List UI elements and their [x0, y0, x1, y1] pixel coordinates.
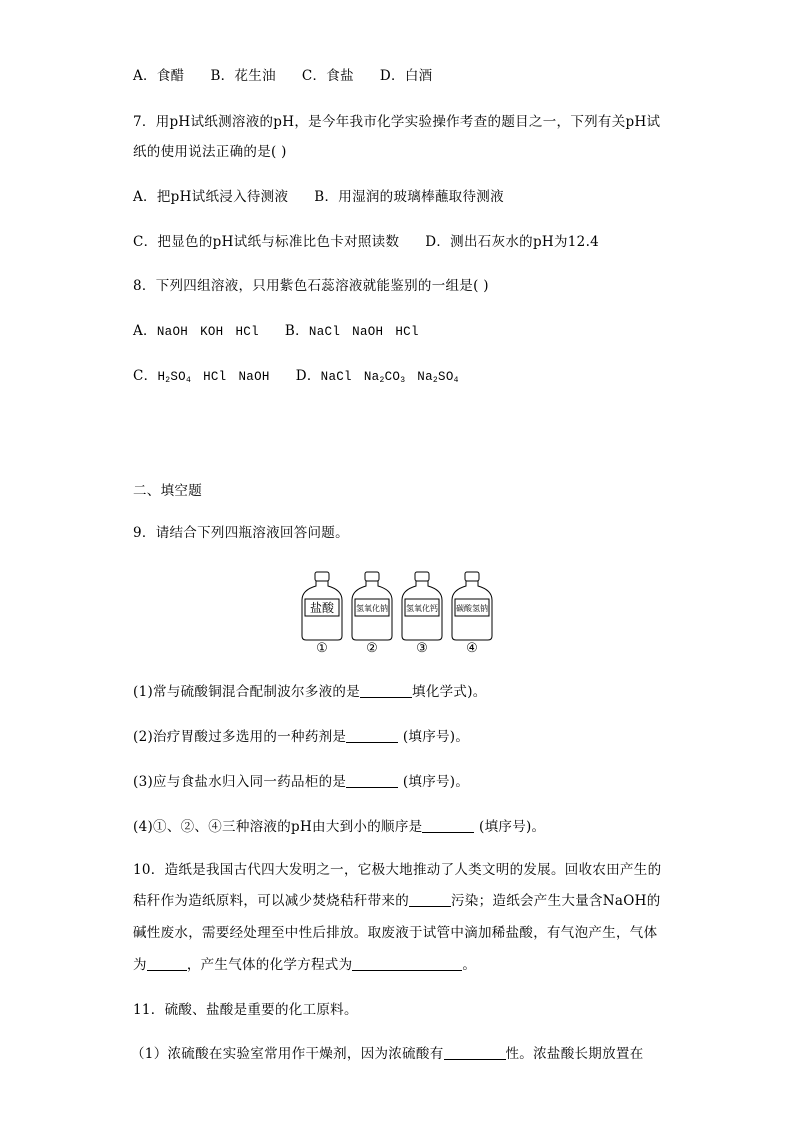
bottle-1-label: 盐酸 [309, 601, 335, 615]
answer-blank[interactable] [147, 957, 187, 971]
q7-option-a: A．把pH试纸浸入待测液 [133, 189, 289, 205]
q8-option-b-label: B． [284, 323, 309, 339]
q8-d-na2so4: $Na_2SO_4$ [417, 370, 459, 385]
q11-sub1-suffix: 性。浓盐酸长期放置在 [505, 1046, 644, 1062]
bottle-4 [452, 572, 492, 656]
q7-options-cd [133, 233, 599, 251]
q8-a-formula-1: NaOH [156, 325, 189, 339]
q10-line4-suffix: 。 [462, 957, 477, 973]
q8-b-formula-1: NaCl [308, 325, 341, 339]
bottle-4-number: ④ [466, 641, 478, 656]
bottle-2 [352, 572, 392, 656]
q11-sub1-text: （1）浓硫酸在实验室常用作干燥剂，因为浓硫酸有 [131, 1046, 444, 1062]
q8-c-formula-hcl: HCl [203, 370, 227, 384]
q11-stem: 11．硫酸、盐酸是重要的化工原料。 [133, 1002, 358, 1018]
section-title: 二、填空题 [133, 483, 202, 499]
q8-b-formula-2: NaOH [352, 325, 384, 339]
q9-sub2 [133, 728, 469, 746]
q8-c-h2so4: $H_2SO_4$ [157, 370, 192, 385]
q6-options [133, 67, 432, 85]
q9-sub2-text: (2)治疗胃酸过多选用的一种药剂是 [133, 729, 347, 745]
q9-sub4-text: (4)①、②、④三种溶液的pH由大到小的顺序是 [133, 819, 423, 835]
bottle-4-label: 碳酸氢钠 [456, 604, 488, 613]
q8-d-na2co3: $Na_2CO_3$ [363, 370, 406, 385]
answer-blank[interactable] [346, 774, 398, 788]
q9-sub3 [133, 773, 469, 791]
answer-blank[interactable] [346, 729, 398, 743]
answer-blank[interactable] [409, 893, 451, 907]
q10-line3: 碱性废水，需要经处理至中性后排放。取废液于试管中滴加稀盐酸，有气泡产生，气体 [133, 925, 658, 941]
bottles-figure [296, 566, 496, 656]
answer-blank[interactable] [352, 957, 462, 971]
q10-line4 [133, 956, 476, 974]
bottle-3-number: ③ [416, 641, 428, 656]
q8-option-a-label: A． [133, 323, 157, 339]
q11-sub1 [131, 1045, 644, 1063]
bottle-2-number: ② [366, 641, 378, 656]
q8-stem: 8．下列四组溶液，只用紫色石蕊溶液就能鉴别的一组是( ) [133, 278, 489, 294]
answer-blank[interactable] [444, 1046, 506, 1060]
q6-option-a: A．食醋 [133, 68, 185, 84]
bottle-1-number: ① [316, 641, 328, 656]
q7-option-d: D．测出石灰水的pH为12.4 [425, 234, 600, 250]
q8-d-nacl: NaCl [320, 370, 352, 384]
q10-line2-text: 秸秆作为造纸原料，可以减少焚烧秸秆带来的 [133, 893, 409, 909]
q6-option-d: D．白酒 [379, 68, 433, 84]
q10-line4-text: ，产生气体的化学方程式为 [186, 957, 353, 973]
q7-stem-line1: 7．用pH试纸测溶液的pH，是今年我市化学实验操作考查的题目之一，下列有关pH试 [133, 114, 661, 130]
answer-blank[interactable] [422, 819, 474, 833]
q8-c-formula-naoh: NaOH [238, 370, 270, 384]
q7-options-ab [133, 188, 504, 206]
q6-option-c: C．食盐 [301, 68, 354, 84]
q7-option-c: C．把显色的pH试纸与标准比色卡对照读数 [133, 234, 400, 250]
q9-sub2-suffix: (填序号)。 [398, 729, 470, 745]
bottle-2-label: 氢氧化钠 [356, 604, 388, 613]
q7-option-b: B．用湿润的玻璃棒蘸取待测液 [314, 189, 504, 205]
q9-sub1 [133, 683, 487, 701]
q9-stem: 9．请结合下列四瓶溶液回答问题。 [133, 525, 349, 541]
q9-sub1-suffix: 填化学式)。 [412, 684, 487, 700]
q9-sub3-text: (3)应与食盐水归入同一药品柜的是 [133, 774, 347, 790]
q8-options-cd [133, 367, 459, 386]
q10-line1: 10．造纸是我国古代四大发明之一，它极大地推动了人类文明的发展。回收农田产生的 [133, 862, 662, 878]
q8-options-ab [133, 322, 419, 341]
answer-blank[interactable] [360, 684, 412, 698]
q9-sub4-suffix: (填序号)。 [474, 819, 546, 835]
bottle-3 [402, 572, 442, 656]
q10-line2 [133, 892, 661, 910]
bottle-3-label: 氢氧化钙 [406, 604, 438, 613]
q9-sub3-suffix: (填序号)。 [398, 774, 470, 790]
q9-sub1-text: (1)常与硫酸铜混合配制波尔多液的是 [133, 684, 361, 700]
q8-a-formula-2: KOH [200, 325, 224, 339]
q6-option-b: B．花生油 [210, 68, 276, 84]
q9-sub4 [133, 818, 545, 836]
q7-stem-line2: 纸的使用说法正确的是( ) [133, 144, 287, 160]
q8-a-formula-3: HCl [235, 325, 259, 339]
q10-line4-prefix: 为 [133, 957, 147, 973]
bottle-1 [302, 572, 342, 656]
q8-b-formula-3: HCl [395, 325, 419, 339]
q10-line2-suffix: 污染；造纸会产生大量含NaOH的 [451, 893, 661, 909]
q8-option-c-label: C． [133, 368, 158, 384]
q8-option-d-label: D． [295, 368, 321, 384]
